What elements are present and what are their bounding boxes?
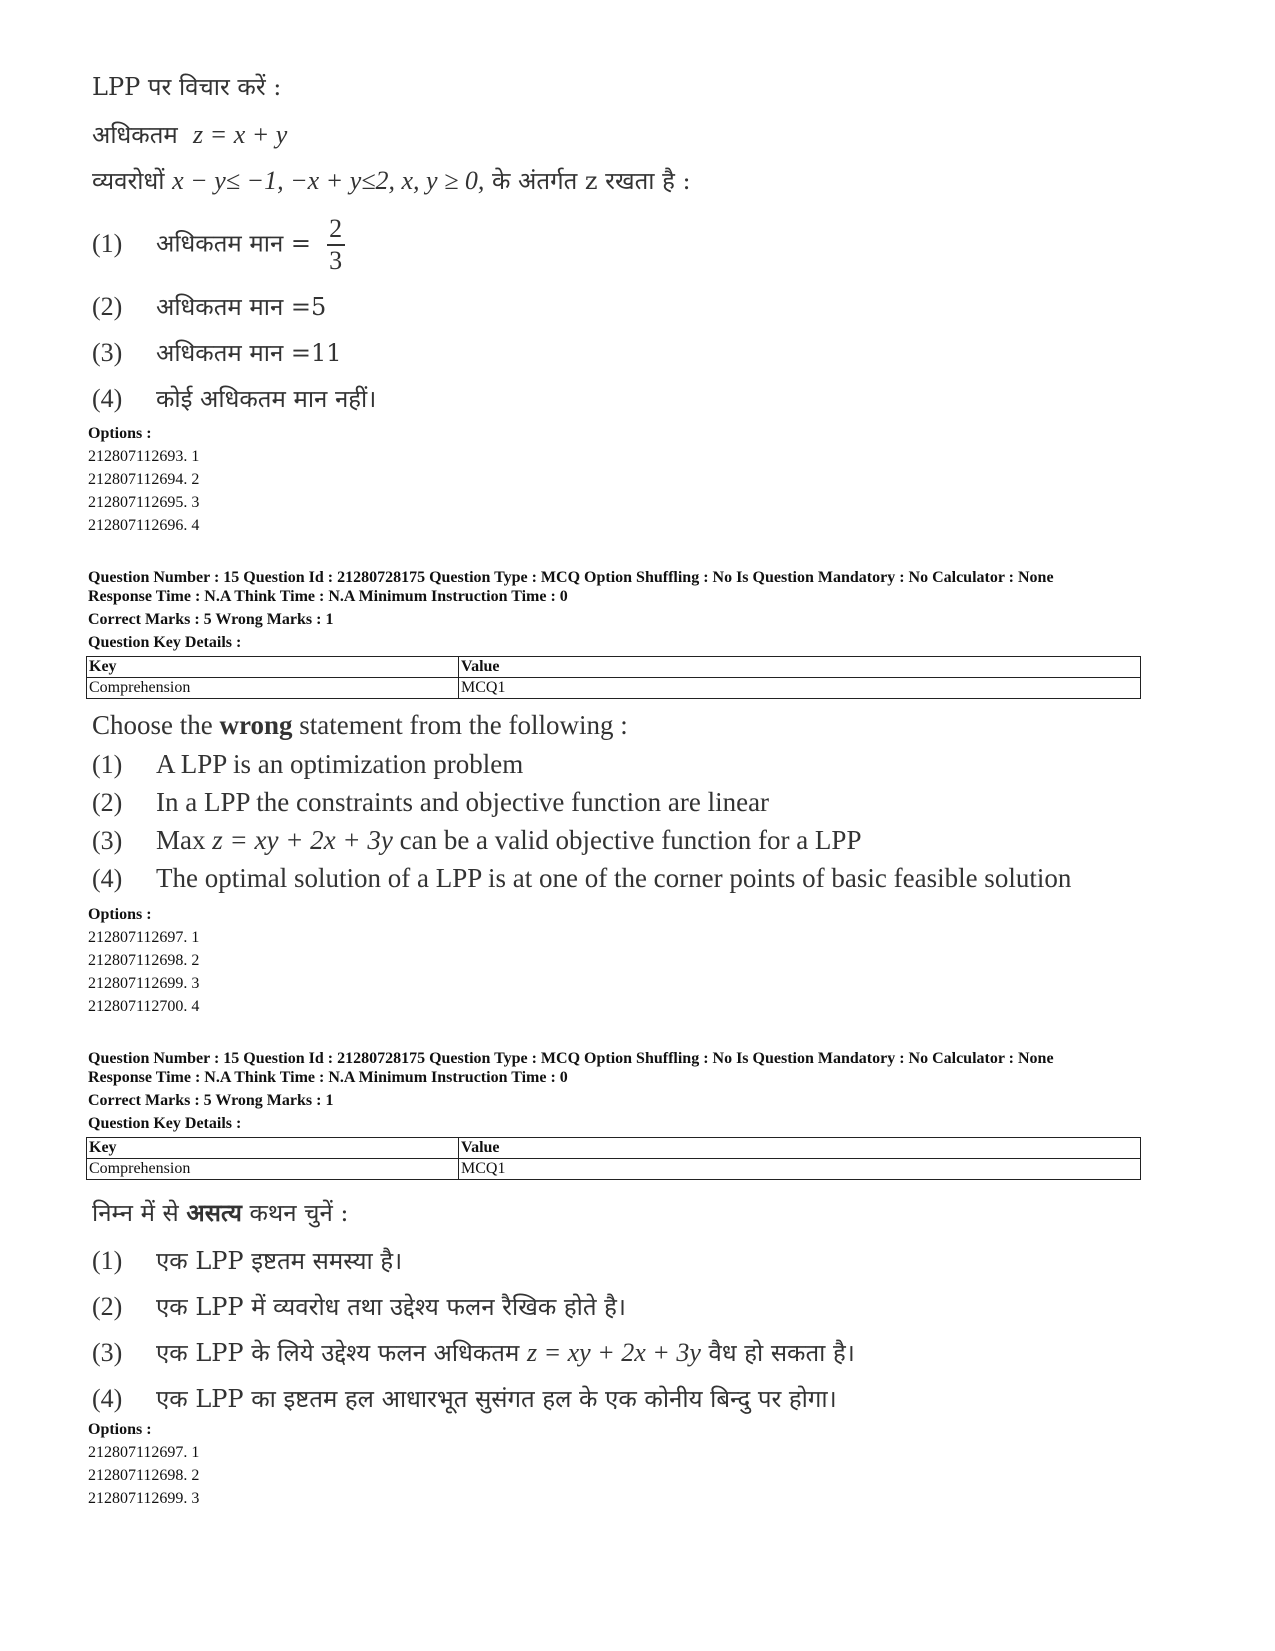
option-id: 212807112699. 3 — [88, 975, 200, 992]
objective-expression: z = xy + 2x + 3y — [212, 825, 393, 855]
objective-line: अधिकतम z = x + y — [92, 120, 288, 149]
key-details-table — [86, 656, 1141, 699]
question-meta: Question Number : 15 Question Id : 21280728175 Question Type : MCQ Option Shuffling : No Is Question Mandatory : No Calculator : None — [88, 1050, 1054, 1067]
choice-3: (3) एक LPP के लिये उद्देश्य फलन अधिकतम z = xy + 2x + 3y वैध हो सकता है। — [92, 1338, 855, 1367]
option-id: 212807112698. 2 — [88, 1467, 200, 1484]
table-row — [87, 678, 1141, 699]
choice-4: (4) कोई अधिकतम मान नहीं। — [92, 384, 377, 413]
table-header-cell: Value — [459, 1138, 1141, 1159]
choice-3: (3) Max z = xy + 2x + 3y can be a valid objective function for a LPP — [92, 825, 862, 855]
question-meta: Question Number : 15 Question Id : 21280728175 Question Type : MCQ Option Shuffling : No Is Question Mandatory : No Calculator : None — [88, 569, 1054, 586]
objective-expression: z = xy + 2x + 3y — [526, 1338, 701, 1367]
choice-2: (2) अधिकतम मान =5 — [92, 292, 327, 321]
option-id: 212807112696. 4 — [88, 517, 200, 534]
choice-2: (2) In a LPP the constraints and objective function are linear — [92, 787, 770, 817]
question-intro: LPP पर विचार करें : — [92, 73, 282, 101]
choice-1: (1) एक LPP इष्टतम समस्या है। — [92, 1246, 403, 1275]
option-id: 212807112699. 3 — [88, 1490, 200, 1507]
constraint-line: व्यवरोधों x − y≤ −1, −x + y≤2, x, y ≥ 0, के अंतर्गत z रखता है : — [92, 166, 691, 195]
choice-4: (4) The optimal solution of a LPP is at one of the corner points of basic feasible solution — [92, 863, 1072, 893]
constraint-expression: x − y≤ −1, −x + y≤2, x, y ≥ 0, — [172, 166, 485, 195]
key-details-label: Question Key Details : — [88, 634, 242, 651]
key-details-table — [86, 1137, 1141, 1180]
options-label: Options : — [88, 425, 152, 442]
fraction: $\frac{2}{3}$ — [327, 216, 345, 274]
choice-2: (2) एक LPP में व्यवरोध तथा उद्देश्य फलन रैखिक होते है। — [92, 1292, 627, 1321]
question-marks: Correct Marks : 5 Wrong Marks : 1 — [88, 611, 334, 628]
table-header-cell: Key — [87, 657, 459, 678]
options-label: Options : — [88, 906, 152, 923]
table-cell: MCQ1 — [459, 1159, 1141, 1180]
key-details-label: Question Key Details : — [88, 1115, 242, 1132]
option-id: 212807112693. 1 — [88, 448, 200, 465]
question-timing: Response Time : N.A Think Time : N.A Minimum Instruction Time : 0 — [88, 1069, 568, 1086]
option-id: 212807112694. 2 — [88, 471, 200, 488]
question-marks: Correct Marks : 5 Wrong Marks : 1 — [88, 1092, 334, 1109]
question-stem: Choose the wrong statement from the following : — [92, 710, 628, 740]
option-id: 212807112695. 3 — [88, 494, 200, 511]
choice-3: (3) अधिकतम मान =11 — [92, 338, 342, 367]
table-cell: MCQ1 — [459, 678, 1141, 699]
option-id: 212807112697. 1 — [88, 1444, 200, 1461]
choice-4: (4) एक LPP का इष्टतम हल आधारभूत सुसंगत हल के एक कोनीय बिन्दु पर होगा। — [92, 1384, 837, 1413]
table-header-cell: Value — [459, 657, 1141, 678]
objective-expression: z = x + y — [193, 120, 288, 149]
choice-1: (1) A LPP is an optimization problem — [92, 749, 524, 779]
question-stem: निम्न में से असत्य कथन चुनें : — [92, 1198, 349, 1227]
table-cell: Comprehension — [87, 678, 459, 699]
table-header-row — [87, 657, 1141, 678]
choice-1: (1) अधिकतम मान = $\frac{2}{3}$ — [92, 216, 345, 274]
table-header-cell: Key — [87, 1138, 459, 1159]
option-id: 212807112700. 4 — [88, 998, 200, 1015]
option-id: 212807112698. 2 — [88, 952, 200, 969]
table-row — [87, 1159, 1141, 1180]
option-id: 212807112697. 1 — [88, 929, 200, 946]
options-label: Options : — [88, 1421, 152, 1438]
question-timing: Response Time : N.A Think Time : N.A Minimum Instruction Time : 0 — [88, 588, 568, 605]
table-cell: Comprehension — [87, 1159, 459, 1180]
table-header-row — [87, 1138, 1141, 1159]
